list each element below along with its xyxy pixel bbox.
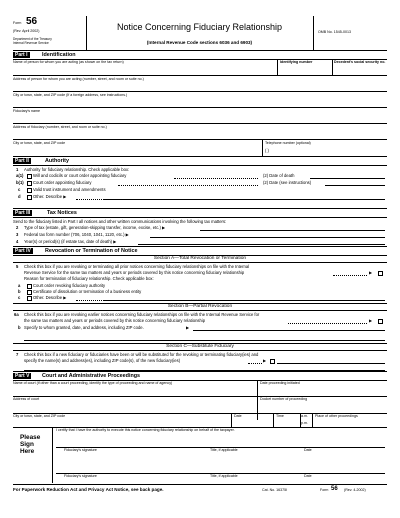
place-label: Place of other proceedings — [315, 414, 358, 418]
part3-tag: Part III — [15, 210, 31, 216]
text: ▶ — [263, 358, 267, 363]
rule — [13, 91, 387, 92]
form-label: Form — [13, 21, 22, 25]
court-address-label: Address of court — [13, 397, 40, 401]
rule — [13, 156, 387, 157]
rule — [13, 217, 387, 218]
total-revocation-text-1: Check this box if you are revoking or terminating all prior notices concerning fiduciary relationships on file with the Internal — [24, 264, 250, 269]
substitute-fiduciary-checkbox[interactable] — [270, 359, 275, 364]
proceeding-time-label: Time — [276, 414, 284, 418]
fiduciary-name-field[interactable] — [13, 114, 385, 122]
certify-statement: I certify that I have the authority to execute this notice concerning fiduciary relationship on behalf of the taxpayer. — [56, 428, 235, 432]
rule — [13, 262, 387, 263]
text: c — [18, 295, 21, 300]
text: b — [18, 289, 21, 294]
text: b — [18, 325, 21, 330]
part4-tag: Part IV — [15, 248, 31, 254]
rule — [13, 165, 387, 166]
paperwork-notice: For Paperwork Reduction Act and Privacy Act Notice, see back page. — [13, 487, 164, 492]
section-a-heading: Section A—Total Revocation or Termination — [153, 256, 247, 261]
years-periods-field[interactable] — [138, 244, 385, 245]
title-label-1: Title, if applicable — [210, 448, 238, 452]
name-label: Name of person for whom you are acting (as shown on the tax return) — [13, 60, 124, 64]
signature-field-2[interactable] — [58, 462, 198, 471]
will-codicils-checkbox[interactable] — [27, 174, 32, 179]
text: 7 — [16, 352, 19, 357]
rule — [273, 413, 274, 427]
text: 6a — [14, 312, 19, 317]
rule — [13, 246, 387, 247]
fiduciary-city-label: City or town, state, and ZIP code — [13, 141, 66, 145]
rule — [312, 413, 313, 427]
court-city-field[interactable] — [13, 419, 229, 426]
fiduciary-signature-label-1: Fiduciary's signature — [64, 448, 97, 452]
certificate-dissolution-checkbox[interactable] — [27, 290, 32, 295]
part5-title: Court and Administrative Proceedings — [42, 373, 141, 379]
text: 5 — [16, 264, 19, 269]
text: b(1) — [16, 180, 24, 185]
text: c — [18, 187, 21, 192]
form-number: 56 — [26, 16, 38, 27]
rule — [13, 139, 387, 140]
court-address-field[interactable] — [13, 402, 255, 411]
agency: Internal Revenue Service — [13, 41, 49, 45]
termination-other-label: Other. Describe ▶ — [33, 295, 67, 300]
court-order-revoking-label: Court order revoking fiduciary authority — [33, 283, 106, 288]
rule — [333, 275, 367, 276]
person-city-field[interactable] — [13, 98, 385, 106]
rule — [13, 107, 387, 108]
person-address-field[interactable] — [13, 82, 385, 90]
rule — [13, 310, 387, 311]
signature-field-1[interactable] — [58, 436, 198, 445]
certificate-dissolution-label: Certificate of dissolution or termination of a business entity — [33, 289, 142, 294]
termination-other-field[interactable] — [103, 300, 385, 301]
text: ▶ — [186, 325, 190, 330]
rule — [52, 427, 53, 483]
rule — [13, 350, 387, 351]
text: 3 — [16, 232, 19, 237]
identifying-number-label: Identifying number — [280, 60, 313, 64]
pm-label: p.m. — [301, 421, 308, 425]
termination-reason-label: Reason for termination of fiduciary relationship. Check applicable box: — [24, 276, 154, 281]
part2-title: Authority — [45, 158, 69, 164]
date-initiated-field[interactable] — [259, 386, 385, 395]
fiduciary-address-field[interactable] — [13, 130, 385, 138]
place-field[interactable] — [314, 419, 385, 426]
sign-label: Sign — [20, 441, 34, 448]
decedent-ssn-field[interactable] — [334, 65, 386, 74]
court-name-label: Name of court (if other than a court proceeding, identify the type of proceeding and name of agency) — [13, 381, 173, 385]
date-of-death-field[interactable] — [310, 178, 385, 179]
fiduciary-name-label: Fiduciary's name — [13, 109, 41, 113]
text: a — [18, 283, 21, 288]
telephone-area-code: ( ) — [265, 148, 269, 153]
fiduciary-city-field[interactable] — [13, 146, 260, 155]
total-revocation-checkbox[interactable] — [378, 271, 383, 276]
form-subtitle: (Internal Revenue Code sections 6036 and 6903) — [146, 40, 253, 45]
will-codicils-label: Will and codicils or court order appointing fiduciary — [33, 173, 127, 178]
date-of-death-label: (2) Date of death — [263, 173, 295, 178]
rule — [13, 75, 387, 76]
am-label: a.m. — [301, 414, 308, 418]
sign-date-field-2[interactable] — [302, 462, 384, 471]
rule — [288, 323, 367, 324]
court-name-field[interactable] — [13, 386, 255, 395]
docket-number-field[interactable] — [259, 402, 385, 411]
city-label: City or town, state, and ZIP code (If a foreign address, see instructions.) — [13, 93, 128, 97]
rule — [257, 380, 258, 420]
trust-instrument-label: Valid trust instrument and amendments — [33, 187, 106, 192]
sign-date-field-1[interactable] — [302, 436, 384, 445]
rule — [174, 178, 258, 179]
rule — [13, 396, 387, 397]
title-field-1[interactable] — [208, 436, 298, 445]
header-divider-right — [313, 16, 314, 50]
address-label: Address of person for whom you are acting (number, street, and room or suite no.) — [13, 77, 144, 81]
grantee-field-2[interactable] — [24, 340, 385, 341]
rule — [13, 484, 387, 485]
termination-other-checkbox[interactable] — [27, 296, 32, 301]
section-b-heading: Section B—Partial Revocation — [167, 304, 233, 309]
authority-other-label: Other. Describe ▶ — [33, 194, 67, 199]
text: ▶ — [369, 318, 373, 323]
tax-form-number-field[interactable] — [150, 237, 385, 238]
substitute-fiduciary-text-2: specify the name(s) and address(es), including ZIP code(s), of the new fiduciary(ies) — [24, 358, 181, 363]
here-label: Here — [20, 448, 35, 455]
fiduciary-address-label: Address of fiduciary (number, street, and room or suite no.) — [13, 125, 107, 129]
partial-revocation-text-1: Check this box if you are revoking earlier notices concerning fiduciary relationships on file with the Internal Revenue Service for — [24, 312, 260, 317]
text: ▶ — [369, 270, 373, 275]
new-fiduciary-field-1[interactable] — [277, 363, 385, 364]
authority-other-field[interactable] — [103, 199, 385, 200]
please-label: Please — [20, 434, 41, 441]
catalog-number: Cat. No. 16375I — [262, 488, 288, 492]
rule — [13, 371, 387, 372]
fiduciary-signature-label-2: Fiduciary's signature — [64, 474, 97, 478]
authority-other-checkbox[interactable] — [27, 195, 32, 200]
rule — [76, 300, 102, 301]
title-label-2: Title, if applicable — [210, 474, 238, 478]
section-c-heading: Section C—Substitute Fiduciary — [166, 344, 234, 349]
court-order-date-field[interactable] — [325, 185, 385, 186]
date-see-instructions-label: (2) Date (see instructions) — [263, 180, 312, 185]
specify-grantee-label: Specify to whom granted, date, and address, including ZIP code. — [24, 325, 144, 330]
header-rule — [13, 50, 387, 51]
rule — [262, 139, 263, 156]
court-order-label: Court order appointing fiduciary — [33, 180, 92, 185]
trust-instrument-checkbox[interactable] — [27, 188, 32, 193]
telephone-field[interactable] — [264, 146, 385, 155]
text: 2 — [16, 225, 19, 230]
date-label-1: Date — [304, 448, 312, 452]
rule — [76, 199, 102, 200]
omb-number: OMB No. 1545-0013 — [318, 30, 351, 34]
docket-number-label: Docket number of proceeding — [260, 397, 308, 401]
partial-revocation-text-2: the same tax matters and years or periods covered by this notice concerning fiduciary relationship — [24, 318, 206, 323]
rule — [118, 185, 258, 186]
department: Department of the Treasury — [13, 37, 52, 41]
rule — [13, 123, 387, 124]
rule — [231, 413, 232, 427]
grantee-field-1[interactable] — [193, 330, 385, 331]
text: 4 — [16, 239, 19, 244]
proceeding-date-label: Date — [234, 414, 242, 418]
years-periods-label: Year(s) or period(s) (if estate tax, date of death) ▶ — [24, 239, 117, 244]
form-number-label: Federal tax form number (706, 1040, 1041, 1120, etc.) ▶ — [24, 232, 129, 237]
court-order-revoking-checkbox[interactable] — [27, 284, 32, 289]
rule — [13, 208, 387, 209]
date-initiated-label: Date proceeding initiated — [260, 381, 300, 385]
part5-tag: Part V — [15, 373, 30, 379]
part3-title: Tax Notices — [47, 210, 77, 216]
footer-form-number: 56 — [331, 486, 338, 492]
partial-revocation-checkbox[interactable] — [378, 319, 383, 324]
text: 1 — [16, 167, 19, 172]
form-revision: (Rev. April 2002) — [13, 29, 40, 33]
title-field-2[interactable] — [208, 462, 298, 471]
total-revocation-text-2: Revenue Service for the same tax matters and years or periods covered by this notice concerning fiduciary relationship — [24, 270, 245, 275]
tax-notices-intro: Send to the fiduciary listed in Part I all notices and other written communications involving the following tax matters: — [13, 219, 227, 224]
part2-tag: Part II — [15, 158, 29, 164]
part1-tag: Part I — [15, 52, 28, 58]
rule — [332, 59, 333, 75]
form-title: Notice Concerning Fiduciary Relationship — [116, 22, 283, 32]
rule — [277, 59, 278, 75]
person-name-field[interactable] — [13, 65, 275, 74]
date-label-2: Date — [304, 474, 312, 478]
court-city-label: City or town, state, and ZIP code — [13, 414, 66, 418]
identifying-number-field[interactable] — [279, 65, 330, 74]
rule — [248, 363, 262, 364]
proceeding-time-field[interactable] — [275, 419, 299, 426]
decedent-ssn-label: Decedent's social security no. — [334, 60, 386, 64]
proceeding-date-field[interactable] — [233, 419, 271, 426]
part4-title: Revocation or Termination of Notice — [45, 248, 138, 254]
court-order-checkbox[interactable] — [27, 181, 32, 186]
text: d — [18, 194, 21, 199]
authority-question: Authority for fiduciary relationship. Check applicable box: — [24, 167, 130, 172]
part1-title: Identification — [42, 52, 76, 58]
footer-revision: (Rev. 4-2002) — [344, 488, 366, 492]
text: a(1) — [16, 173, 24, 178]
footer-form-label: Form — [320, 488, 329, 492]
substitute-fiduciary-text-1: Check this box if a new fiduciary or fiduciaries have been or will be substituted for the revoking or terminating fiduciary(ies) and — [24, 352, 259, 357]
telephone-label: Telephone number (optional) — [265, 141, 311, 145]
type-of-tax-label: Type of tax (estate, gift, generation-skipping transfer, income, excise, etc.) ▶ — [24, 225, 166, 230]
type-of-tax-field[interactable] — [200, 230, 385, 231]
